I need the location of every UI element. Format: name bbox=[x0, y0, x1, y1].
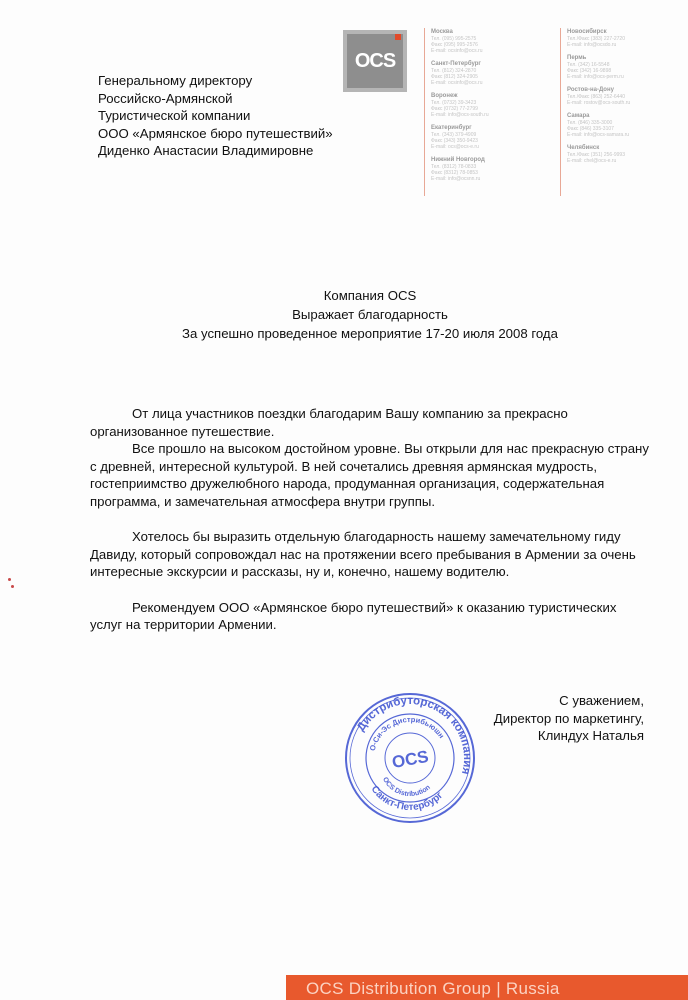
scan-mark bbox=[11, 585, 14, 588]
office-line: Тел./Факс (863) 252-6440 bbox=[567, 94, 625, 100]
office-city: Воронеж bbox=[431, 93, 458, 99]
office-line: Факс (812) 324-2905 bbox=[431, 74, 478, 80]
body-paragraph: Хотелось бы выразить отдельную благодарность нашему замечательному гиду Давиду, который сопровождал нас на протяжении всего пребывания в Армении за очень интересные экскурсии и рассказы, ну и, конечно, нашему водителю. bbox=[90, 529, 636, 579]
office-line: Тел. (8312) 78-0833 bbox=[431, 164, 477, 170]
office-line: E-mail: ocs@ocs-e.ru bbox=[431, 144, 479, 150]
office-line: E-mail: info@ocs-samara.ru bbox=[567, 132, 630, 138]
svg-text:О-Си-Эс Дистрибьюшн: О-Си-Эс Дистрибьюшн bbox=[367, 714, 447, 752]
ocs-logo bbox=[343, 30, 407, 92]
title-company: Компания OCS bbox=[323, 288, 417, 303]
office-city: Пермь bbox=[567, 55, 587, 61]
svg-text:OCS: OCS bbox=[390, 746, 431, 773]
office-line: Тел. (095) 995-2575 bbox=[431, 36, 477, 42]
logo-text: OCS bbox=[354, 49, 396, 72]
office-line: E-mail: rostov@ocs-south.ru bbox=[567, 100, 631, 106]
office-line: Тел. (0732) 39-3423 bbox=[431, 100, 477, 106]
office-line: E-mail: info@ocsnn.ru bbox=[431, 176, 481, 182]
office-entry bbox=[431, 124, 551, 150]
office-line: Факс (0732) 77-2799 bbox=[431, 106, 478, 112]
addressee-line: Российско-Армянской bbox=[98, 90, 233, 106]
office-line: E-mail: ocsinfo@ocs.ru bbox=[431, 48, 483, 54]
office-entry bbox=[431, 156, 551, 182]
company-stamp bbox=[342, 690, 478, 826]
title-event: За успешно проведенное мероприятие 17-20 июля 2008 года bbox=[182, 326, 558, 341]
title-gratitude: Выражает благодарность bbox=[292, 307, 448, 322]
office-line: Тел./Факс (351) 256-9993 bbox=[567, 152, 625, 158]
svg-text:Дистрибуторская компания: Дистрибуторская компания bbox=[355, 694, 474, 776]
office-city: Нижний Новгород bbox=[431, 157, 485, 163]
addressee-line: Туристической компании bbox=[98, 108, 251, 123]
office-line: Факс (8312) 78-0853 bbox=[431, 170, 478, 176]
office-line: Тел./Факс (383) 227-2720 bbox=[567, 36, 625, 42]
office-city: Санкт-Петербург bbox=[431, 61, 481, 67]
office-line: E-mail: info@ocsdo.ru bbox=[567, 42, 617, 48]
addressee-line: Генеральному директору bbox=[98, 73, 253, 88]
office-line: Тел. (342) 16-5548 bbox=[567, 62, 610, 68]
office-line: Тел. (846) 335-3000 bbox=[567, 120, 613, 126]
office-entry bbox=[567, 86, 687, 106]
office-city: Ростов-на-Дону bbox=[567, 87, 614, 93]
body-paragraph: От лица участников поездки благодарим Вашу компанию за прекрасно организованное путешествие. bbox=[90, 406, 568, 439]
office-entry bbox=[567, 54, 687, 80]
office-line: E-mail: chel@ocs-e.ru bbox=[567, 158, 617, 164]
office-line: Тел. (812) 324-2870 bbox=[431, 68, 477, 74]
office-entry bbox=[431, 60, 551, 86]
office-line: Тел. (343) 379-4909 bbox=[431, 132, 477, 138]
office-entry bbox=[431, 28, 551, 54]
logo-accent-dot bbox=[395, 34, 401, 40]
office-line: Факс (343) 350-9423 bbox=[431, 138, 478, 144]
office-line: E-mail: info@ocs-perm.ru bbox=[567, 74, 624, 80]
footer-bar bbox=[286, 975, 688, 1000]
office-city: Екатеринбург bbox=[431, 125, 472, 131]
office-entry bbox=[567, 28, 687, 48]
office-line: E-mail: ocsinfo@ocs.ru bbox=[431, 80, 483, 86]
office-line: Факс (846) 335-3107 bbox=[567, 126, 614, 132]
body-paragraph: Рекомендуем ООО «Армянское бюро путешествий» к оказанию туристических услуг на территории Армении. bbox=[90, 599, 617, 632]
body-paragraph: Все прошло на высоком достойном уровне. Вы открыли для нас прекрасную страну с древней, интересной культурой. В ней сочетались древняя армянская мудрость, гостеприимство дружелюбного народа, продуманная организация, содержательная программа, и замечательная атмосфера внутри группы. bbox=[90, 441, 649, 509]
svg-text:Санкт-Петербург: Санкт-Петербург bbox=[368, 783, 446, 814]
office-entry bbox=[431, 92, 551, 118]
signature-position: Директор по маркетингу, bbox=[493, 710, 644, 726]
office-line: Факс (095) 995-2576 bbox=[431, 42, 478, 48]
addressee-line: Диденко Анастасии Владимировне bbox=[98, 143, 314, 158]
signature-block bbox=[494, 692, 644, 745]
office-line: E-mail: info@ocs-south.ru bbox=[431, 112, 489, 118]
letter-title bbox=[150, 286, 590, 343]
signature-closing: С уважением, bbox=[559, 693, 644, 708]
office-directory-left bbox=[424, 28, 551, 196]
scan-mark bbox=[8, 578, 11, 581]
office-line: Факс (342) 16-9898 bbox=[567, 68, 612, 74]
office-directory-right bbox=[560, 28, 687, 196]
office-city: Новосибирск bbox=[567, 29, 607, 35]
svg-text:OCS Distribution: OCS Distribution bbox=[381, 776, 432, 799]
addressee-line: ООО «Армянское бюро путешествий» bbox=[98, 125, 333, 141]
office-city: Самара bbox=[567, 113, 590, 119]
office-city: Москва bbox=[431, 29, 453, 35]
letter-body bbox=[90, 405, 650, 634]
office-entry bbox=[567, 112, 687, 138]
office-entry bbox=[567, 144, 687, 164]
addressee-block bbox=[98, 72, 333, 160]
footer-text: OCS Distribution Group | Russia bbox=[306, 979, 560, 998]
signature-name: Клиндух Наталья bbox=[537, 728, 644, 743]
office-city: Челябинск bbox=[567, 145, 600, 151]
